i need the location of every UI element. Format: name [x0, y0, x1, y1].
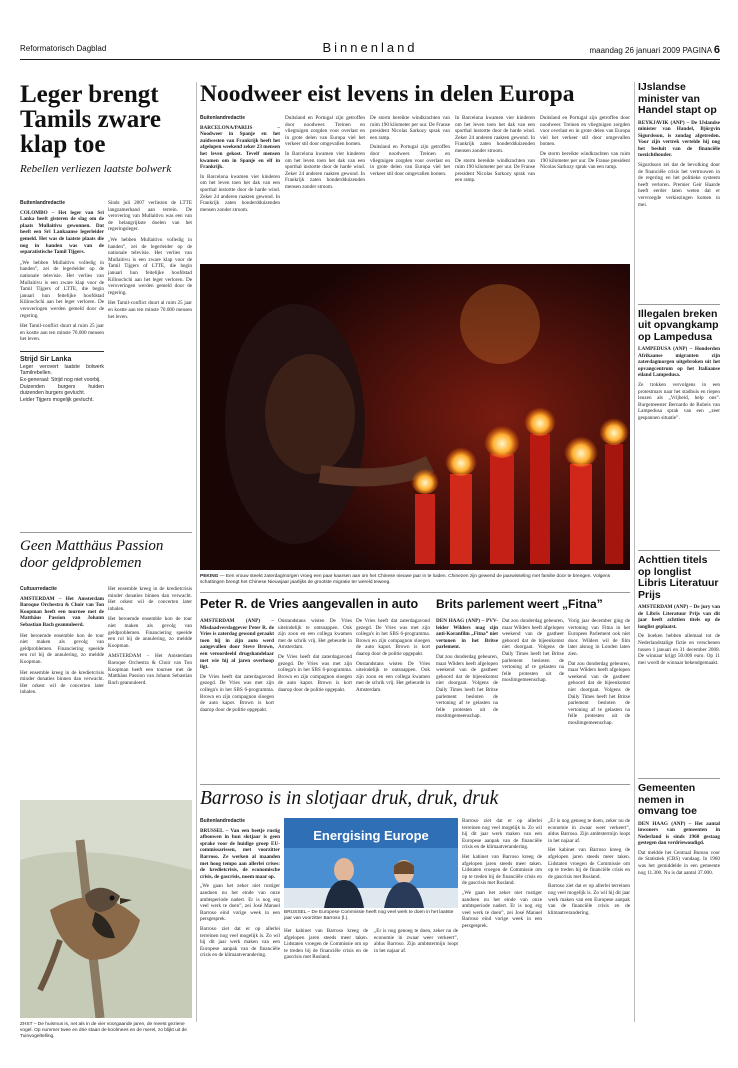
right-column — [638, 82, 720, 1021]
ijsland-body: REYKJAVIK (ANP) – De IJslandse minister van Handel, Björgvin Sigurdsson, is zondag afgetreden. Voor zijn vertrek vertelde hij nog het besluit van de financiële toezichthouder. Sigurdsson zei dat de bevolking door de financiële crisis het vertrouwen in de regering en het politieke systeem heeft verloren. Premier Geir Haarde heeft eerder laten weten dat er vervroegde verkiezingen komen in mei. — [638, 119, 720, 208]
lampedusa-headline: Illegalen breken uit opvangkamp op Lampedusa — [638, 307, 719, 343]
infobox-item: Leger verovert laatste bolwerk Tamilrebellen. — [20, 363, 104, 377]
gemeenten-headline: Gemeenten nemen in omvang toe — [638, 782, 697, 817]
page-header — [20, 40, 720, 58]
noodweer-col-3: De storm bereikte windkrachten van ruim 190 kilometer per uur. De Franse president Nicolas Sarkozy sprak van een ramp. Duitsland en Portugal zijn getroffen door noodweer. Treinen en vliegtuigen zorgden voor overlast en in grote delen van Europa viel het verkeer stil door omgevallen bomen. — [370, 115, 450, 177]
barroso-col-4: Barroso ziet dat er op allerlei terreinen nog veel mogelijk is. Zo wil hij dit jaar werk maken van een Europese aanpak van de financiële crisis en de klimaatverandering. Het kabinet van Barroso kreeg de afgelopen jaren steeds meer taken. Lidstaten vroegen de Commissie om op te treden bij de financiële crisis en de gascrisis met Rusland. „We gaan het zeker niet rustiger aandoen nu het einde van onze ambtsperiode nadert. Er is nog erg veel werk te doen”, zei José Manuel Barroso eind vorige week in een persgesprek. — [462, 818, 542, 929]
barroso-photo — [284, 818, 458, 908]
tamils-subhead: Rebellen verliezen laatste bolwerk — [20, 163, 172, 175]
tamils-infobox: Strijd Sir Lanka Leger verovert laatste bolwerk Tamilrebellen. Ex-generaal: Strijd nog niet voorbij. Duizenden burgers huiden duizenden burgers gevlucht. Leider Tijgers mogelijk gevlucht. — [20, 351, 104, 404]
barroso-col-2: Het kabinet van Barroso kreeg de afgelopen jaren steeds meer taken. Lidstaten vroegen de Commissie om op te treden bij de financiële crisis en de gascrisis met Rusland. — [284, 928, 368, 961]
noodweer-col-1: Buitenlandredactie BARCELONA/PARIJS – Noodweer in Spanje en het zuidwesten van Frankrijk heeft het afgelopen weekend zeker 23 mensen het leven gekost. Tevelf mensen kwamen om in Spanje en elf in Frankrijk. In Barcelona kwamen vier kinderen om het leven toen het dak van een sporthal instortte door de harde wind. Zeker 24 anderen raakten gewond. In Frankrijk zaten honderdduizenden mensen zonder stroom. — [200, 115, 280, 213]
barroso-col-3: „Er is nog genoeg te doen, zeker nu de economie in zwaar weer verkeert”, aldus Barroso. Zijn ambtstermijn loopt in het najaar af. — [374, 928, 458, 954]
barroso-col-1: Buitenlandredactie BRUSSEL – Van een beetje rustig afbouwen in hun slotjaar is geen sprake voor de huidige groep EU-commissarissen, met voorzitter Barroso. Ze werken al maanden met hoog tempo aan allerlei crises: de kredietcrisis, de economische crisis, de gascrisis, noem maar op. „We gaan het zeker niet rustiger aandoen nu het einde van onze ambtsperiode nadert. Er is nog erg veel werk te doen”, zei José Manuel Barroso eind vorige week in een persgesprek. Barroso ziet dat er op allerlei terreinen nog veel mogelijk is. Zo wil hij dit jaar werk maken van een Europese aanpak van de financiële crisis en de klimaatverandering. — [200, 818, 280, 959]
fitna-col-2: Dat zou donderdag gebeuren, maar Wilders heeft afgelopen weekend van de gastheer gehoord dat de bijeenkomst niet doorgaat. Volgens de Daily Times heeft het Britse parlement besloten de vertoning af te gelasten na felle protesten uit de moslimgemeenschap. — [502, 618, 564, 684]
libris-headline: Achttien titels op longlist Libris Literatuur Prijs — [638, 554, 719, 601]
fitna-col-1: DEN HAAG (ANP) – PVV-leider Wilders mag zijn anti-Koranfilm „Fitna” niet vertonen in het Britse parlement. Dat zou donderdag gebeuren, maar Wilders heeft afgelopen weekend van de gastheer gehoord dat de bijeenkomst niet doorgaat. Volgens de Daily Times heeft het Britse parlement besloten de vertoning af te gelasten na felle protesten uit de moslimgemeenschap. — [436, 618, 498, 720]
matthaus-col-2: Het ensemble kreeg in de kredietcrisis minder donaties binnen dan verwacht. Het orkest wil de concerten later inhalen. Het beroemde ensemble kon de tour niet maken als gevolg van geldproblemen. Financiering speelde een rol bij de annulering, zo meldde Koopman. AMSTERDAM – Het Amsterdam Baroque Orchestra & Choir van Ton Koopman heeft een tournee met de Matthäus Passion van Johann Sebastian Bach geannuleerd. — [108, 586, 192, 686]
noodweer-col-2: Duitsland en Portugal zijn getroffen door noodweer. Treinen en vliegtuigen zorgden voor overlast en in grote delen van Europa viel het verkeer stil door omgevallen bomen. In Barcelona kwamen vier kinderen om het leven toen het dak van een sporthal instortte door de harde wind. Zeker 24 anderen raakten gewond. In Frankrijk zaten honderdduizenden mensen zonder stroom. — [285, 115, 365, 190]
libris-body: AMSTERDAM (ANP) – De jury van de Libris Literatuur Prijs van dit jaar heeft achttien titels op de longlist geplaatst. De boeken hebben allemaal tot de Nederlandstalige fictie en verschenen tussen 1 januari en 31 december 2008. De winnaar krijgt 50.000 euro. Op 11 mei wordt de winnaar bekendgemaakt. — [638, 604, 720, 666]
paper-name: Reformatorisch Dagblad — [20, 44, 107, 53]
barroso-banner-text: Energising Europe — [313, 828, 429, 843]
tamils-article — [20, 82, 190, 175]
bird-photo — [20, 800, 192, 1018]
infobox-item: Duizenden burgers huiden duizenden burgers gevlucht. — [20, 383, 104, 397]
devries-col-2: Onstandstans wisten De Vries uiteindelijk te ontsnappen. Ook zijn zoon en een collega kwamen met de schrik vrij. Het gebeurde in Amsterdam. De Vries heeft dat zaterdagavond gezegd. De Vries was met zijn collega's in het SBS 6-programma. Brown en zijn compagnon sloegen de auto kapot. Brown is kort daarop door de politie opgepakt. — [278, 618, 352, 693]
tamils-col-2: Sinds juli 2007 verliezen de LTTE langzamerhand aan terrein. De verovering van Mullaitivu was een van de belangrijkste doelen van het regeringsleger. „We hebben Mullaitivu volledig in handen”, zei de legerleider op de nationale televisie. Het verlies van Mullaitivu is een zware klap voor de Tamil Tijgers of LTTE, die begin januari hun feitelijke hoofdstad Kilinochchi aan het leger verloren. De veroveringen werden gemeld door de regering. Het Tamil-conflict duurt al ruim 25 jaar en kostte aan ten minste 70.000 mensen het leven. — [108, 200, 192, 320]
gemeenten-body: DEN HAAG (ANP) – Het aantal inwoners van gemeenten in Nederland is sinds 1960 gestaag gestegen dan verdriewoudigd. Dat meldde het Centraal Bureau voor de Statistiek (CBS) vandaag. In 1960 was het gemiddelde in een gemeente nog 11.300. Nu is dat aantal 37.000. — [638, 820, 720, 876]
tamils-col-1: Buitenlandredactie COLOMBO – Het leger van Sri Lanka heeft gisteren de slag om de plaats Mullaitivu gewonnen. Dat heeft een Sri Lankaanse legerleider gemeld. Het was de laatste plaats die nog in handen was van de separatistische Tamil Tijgers. „We hebben Mullaitivu volledig in handen”, zei de legerleider op de nationale televisie. Het verlies van Mullaitivu is een zware klap voor de Tamil Tijgers of LTTE, die begin januari hun feitelijke hoofdstad Kilinochchi aan het leger verloren. De veroveringen werden gemeld door de regering. Het Tamil-conflict duurt al ruim 25 jaar en kostte aan ten minste 70.000 mensen het leven. Strijd Sir Lanka Leger verovert laatste bolwerk Tamilrebellen. Ex-generaal: Strijd nog niet voorbij. Duizenden burgers huiden duizenden burgers gevlucht. Leider Tijgers mogelijk gevlucht. — [20, 200, 104, 403]
noodweer-col-5: Duitsland en Portugal zijn getroffen door noodweer. Treinen en vliegtuigen zorgden voor overlast en in grote delen van Europa viel het verkeer stil door omgevallen bomen. De storm bereikte windkrachten van ruim 190 kilometer per uur. De Franse president Nicolas Sarkozy sprak van een ramp. — [540, 115, 630, 171]
matthaus-col-1: Cultuurredactie AMSTERDAM – Het Amsterdam Baroque Orchestra & Choir van Ton Koopman heeft een tournee met de Matthäus Passion van Johann Sebastian Bach geannuleerd. Het beroemde ensemble kon de tour niet maken als gevolg van geldproblemen. Financiering speelde een rol bij de annulering, zo meldde Koopman. Het ensemble kreeg in de kredietcrisis minder donaties binnen dan verwacht. Het orkest wil de concerten later inhalen. — [20, 586, 104, 696]
devries-headline: Peter R. de Vries aangevallen in auto — [200, 597, 419, 611]
fitna-headline: Brits parlement weert „Fitna” — [436, 597, 603, 611]
tamils-headline: Leger brengt Tamils zware klap toe — [20, 81, 161, 158]
barroso-caption: BRUSSEL – De Europese Commissie heeft nog veel werk te doen in het laatste jaar van voorzitter Barroso (l.). — [284, 910, 454, 921]
page-info: maandag 26 januari 2009 PAGINA 6 — [589, 44, 720, 56]
noodweer-headline: Noodweer eist levens in delen Europa — [200, 81, 575, 107]
devries-col-3: De Vries heeft dat zaterdagavond gezegd. De Vries was met zijn collega's in het SBS 6-programma. Brown en zijn compagnon sloegen de auto kapot. Brown is kort daarop door de politie opgepakt. Onstandstans wisten De Vries uiteindelijk te ontsnappen. Ook zijn zoon en een collega kwamen met de schrik vrij. Het gebeurde in Amsterdam. — [356, 618, 430, 693]
lampedusa-body: LAMPEDUSA (ANP) – Honderden Afrikaanse migranten zijn zaterdagmorgen uitgebroken uit het opvangcentrum op het Italiaanse eiland Lampedusa. Ze trokken vervolgens in een protestmars naar het stadhuis en riepen leuzen als „Vrijheid, help ons”. Burgemeester Bernardo de Rubeis van Lampedusa sprak van een „zeer gespannen situatie”. — [638, 346, 720, 421]
section-name: Binnenland — [322, 40, 418, 55]
barroso-photo-image — [284, 818, 458, 908]
barroso-headline: Barroso is in slotjaar druk, druk, druk — [200, 788, 499, 809]
peking-photo-image — [200, 264, 630, 570]
matthaus-headline: Geen Matthäus Passion door geldproblemen — [20, 538, 164, 571]
peking-caption: PEKING — Een vrouw steekt zaterdagmorgen vroeg een paar kaarsen aan om het Chinese nieuwe jaar in te luiden. Chinezen zijn gewend de jaarwisseling met familie door te brengen. Volgens schattingen brengt het Chinese Nieuwjaar jaarlijks de grootste migratie ter wereld teweeg. — [200, 574, 611, 585]
barroso-col-5: „Er is nog genoeg te doen, zeker nu de economie in zwaar weer verkeert”, aldus Barroso. Zijn ambtstermijn loopt in het najaar af. Het kabinet van Barroso kreeg de afgelopen jaren steeds meer taken. Lidstaten vroegen de Commissie om op te treden bij de financiële crisis en de gascrisis met Rusland. Barroso ziet dat er op allerlei terreinen nog veel mogelijk is. Zo wil hij dit jaar werk maken van een Europese aanpak van de financiële crisis en de klimaatverandering. — [548, 818, 630, 916]
ijsland-headline: IJslandse minister van Handel stapt op — [638, 81, 717, 116]
infobox-item: Ex-generaal: Strijd nog niet voorbij. — [20, 377, 101, 384]
infobox-item: Leider Tijgers mogelijk gevlucht. — [20, 396, 94, 403]
peking-photo — [200, 264, 630, 570]
bird-caption: ZHST – De huismus is, net als in de vier voorgaande jaren, de meest geziene vogel. Op nummer twee en drie staan de koolmees en de merel, zo blijkt uit de Tuinvogeltelling. — [20, 1022, 187, 1039]
noodweer-col-4: In Barcelona kwamen vier kinderen om het leven toen het dak van een sporthal instortte door de harde wind. Zeker 24 anderen raakten gewond. In Frankrijk zaten honderdduizenden mensen zonder stroom. De storm bereikte windkrachten van ruim 190 kilometer per uur. De Franse president Nicolas Sarkozy sprak van een ramp. — [455, 115, 535, 184]
devries-col-1: AMSTERDAM (ANP) – Misdaadverslaggever Peter R. de Vries is zaterdag gewond geraakt toen hij in zijn auto werd aangevallen door Steve Brown, een veroordeeld drugshandelaar met wie hij al jaren overhoop ligt. De Vries heeft dat zaterdagavond gezegd. De Vries was met zijn collega's in het SBS 6-programma. Brown en zijn compagnon sloegen de auto kapot. Brown is kort daarop door de politie opgepakt. — [200, 618, 274, 713]
fitna-col-3: Vorig jaar december ging de vertoning van Fitna in het Europees Parlement ook niet door. Wilders wil de film later alsnog in Londen laten zien. Dat zou donderdag gebeuren, maar Wilders heeft afgelopen weekend van de gastheer gehoord dat de bijeenkomst niet doorgaat. Volgens de Daily Times heeft het Britse parlement besloten de vertoning af te gelasten na felle protesten uit de moslimgemeenschap. — [568, 618, 630, 726]
bird-photo-image — [20, 800, 192, 1018]
